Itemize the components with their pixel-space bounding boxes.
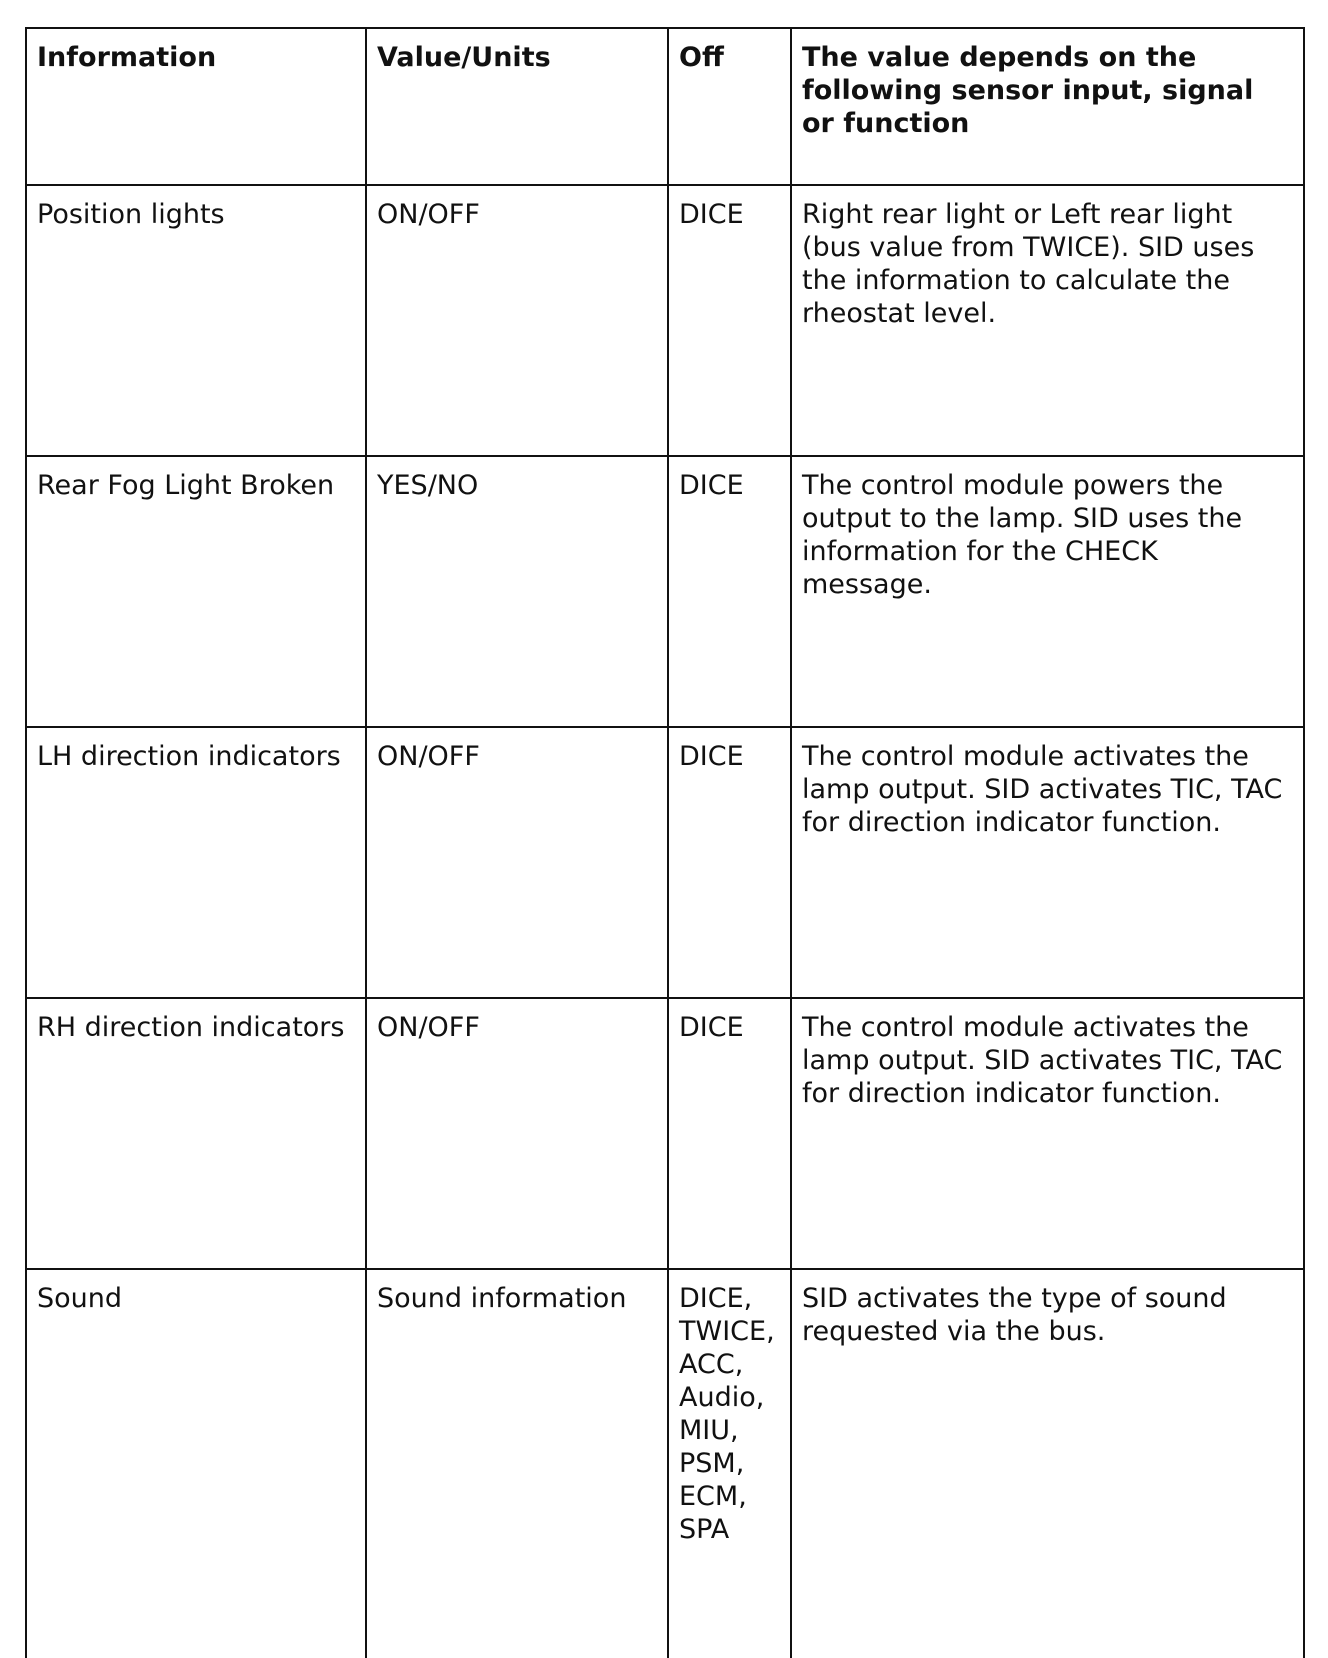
table-row	[26, 998, 1304, 1269]
cell-off: DICE	[668, 185, 791, 456]
cell-information: LH direction indicators	[26, 727, 366, 998]
table-row	[26, 456, 1304, 727]
cell-off: DICE, TWICE, ACC, Audio, MIU, PSM, ECM, SPA	[668, 1269, 791, 1658]
cell-information: Sound	[26, 1269, 366, 1658]
cell-value-units: ON/OFF	[366, 998, 668, 1269]
cell-off: DICE	[668, 727, 791, 998]
signal-information-table	[25, 27, 1305, 1658]
cell-depends-on: SID activates the type of sound requested via the bus.	[791, 1269, 1304, 1658]
header-information: Information	[26, 28, 366, 185]
cell-off: DICE	[668, 456, 791, 727]
cell-depends-on: The control module powers the output to the lamp. SID uses the information for the CHECK message.	[791, 456, 1304, 727]
table-row	[26, 1269, 1304, 1658]
cell-information: Position lights	[26, 185, 366, 456]
cell-depends-on: The control module activates the lamp output. SID activates TIC, TAC for direction indicator function.	[791, 727, 1304, 998]
cell-information: Rear Fog Light Broken	[26, 456, 366, 727]
table-row	[26, 727, 1304, 998]
table-row	[26, 185, 1304, 456]
signal-table-container	[25, 27, 1303, 1658]
cell-depends-on: Right rear light or Left rear light (bus value from TWICE). SID uses the information to calculate the rheostat level.	[791, 185, 1304, 456]
cell-depends-on: The control module activates the lamp output. SID activates TIC, TAC for direction indicator function.	[791, 998, 1304, 1269]
table-header-row	[26, 28, 1304, 185]
cell-off: DICE	[668, 998, 791, 1269]
header-off: Off	[668, 28, 791, 185]
cell-value-units: ON/OFF	[366, 185, 668, 456]
cell-information: RH direction indicators	[26, 998, 366, 1269]
cell-value-units: YES/NO	[366, 456, 668, 727]
header-value-units: Value/Units	[366, 28, 668, 185]
cell-value-units: ON/OFF	[366, 727, 668, 998]
header-depends-on: The value depends on the following sensor input, signal or function	[791, 28, 1304, 185]
cell-value-units: Sound information	[366, 1269, 668, 1658]
